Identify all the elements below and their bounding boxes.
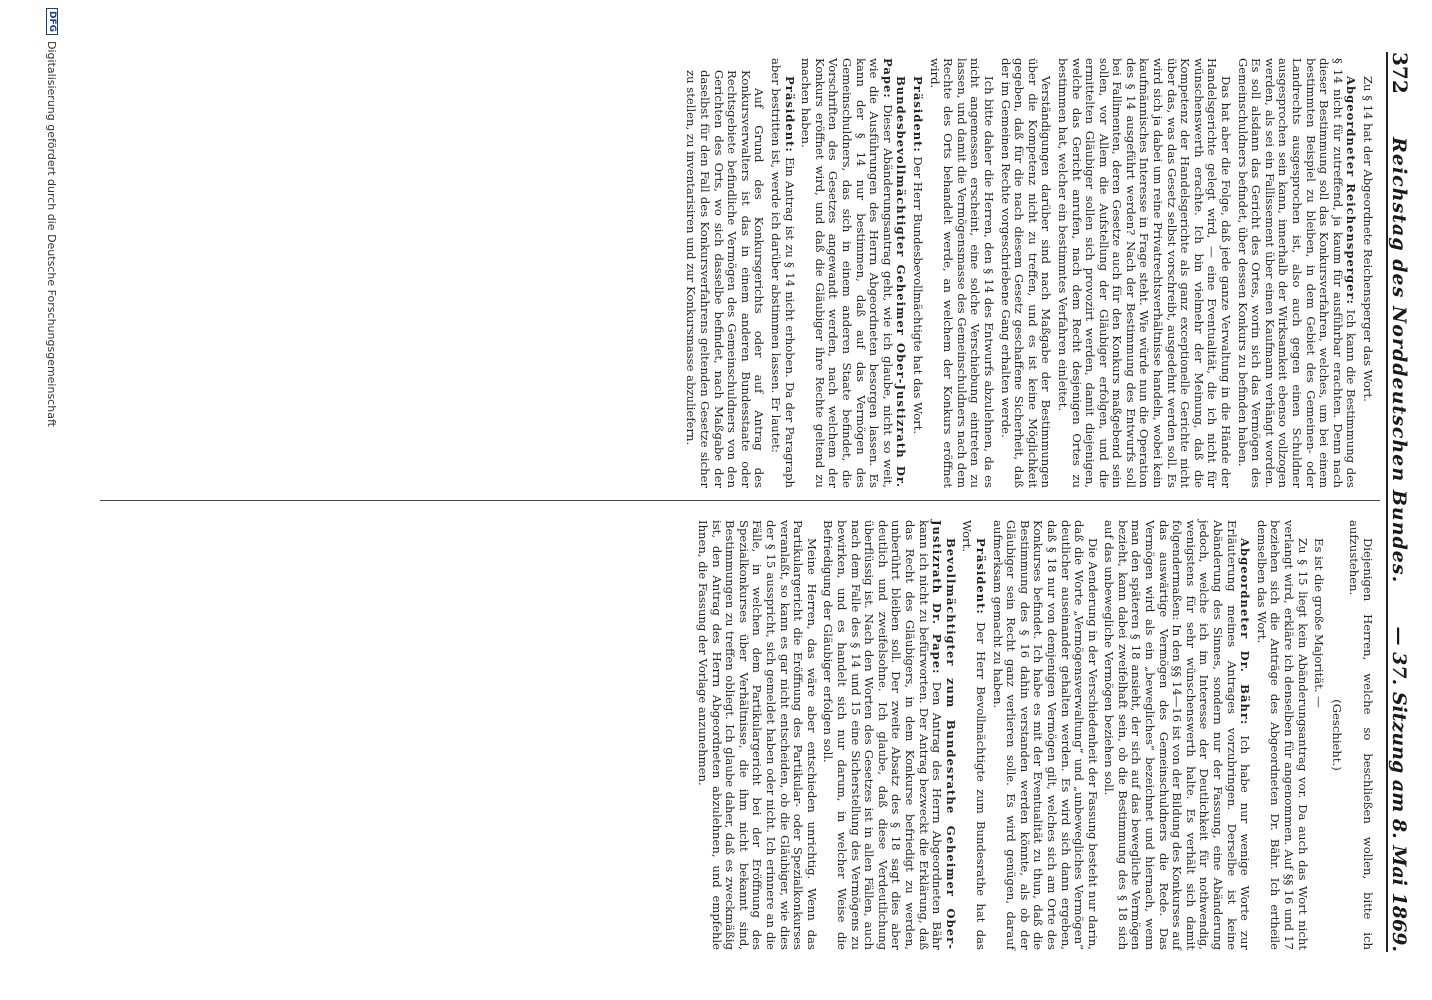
speaker-name: Präsident: bbox=[973, 538, 988, 615]
page-title: Reichstag des Norddeutschen Bundes. bbox=[1388, 137, 1410, 584]
paragraph-text: Ein Antrag ist zu § 14 nicht erhoben. Da der Paragraph aber bestritten ist, werde ich darüber abstimmen lassen. Er lautet: bbox=[769, 58, 797, 488]
paragraph-text: Der Herr Bundesbevollmächtigte hat das Wort. bbox=[911, 156, 925, 435]
paragraph-text: Auf Grund des Konkursgerichts oder auf Antrag des Konkursverwalters ist das in einem anderen Bundesstaate oder Rechtsgebiete befindliche Vermögen des Gemeinschuldners von den Gerichten des Orts, wo sich dasselbe befindet, nach Maßgabe der daselbst für den Fall des Konkursverfahrens geltenden Gesetze sicher zu stellen, zu inventarisiren und zur Konkursmasse abzuliefern. bbox=[684, 70, 767, 488]
paragraph bbox=[990, 520, 1099, 950]
footer-text: Digitalisierung gefördert durch die Deutsche Forschungsgemeinschaft bbox=[45, 41, 59, 427]
speaker-name: Präsident: bbox=[911, 76, 925, 153]
paragraph bbox=[1055, 58, 1232, 488]
paragraph bbox=[1347, 520, 1374, 950]
paragraph bbox=[927, 58, 995, 488]
paragraph-text: Die Aenderung in der Verschiedenheit der Fassung besteht nur darin, daß die Worte „Vermögensverwaltung“ und „unbewegliches Vermögen“ deutlicher auseinander gehalten werden. Es wird sich dann ergeben, daß § 18 nur von demjenigen Vermögen gilt, welches sich am Orte des Konkurses befindet. Ich habe es mit der Eventualität zu thun, daß die Bestimmung des § 16 dahin verstanden werden könnte, als ob der Gläubiger sein Recht ganz verlieren solle. Es wird genügen, darauf aufmerksam gemacht zu haben. bbox=[990, 520, 1100, 950]
paragraph bbox=[768, 58, 795, 488]
paragraph-text: Das hat aber die Folge, daß jede ganze Verwaltung in die Hände der Handelsgerichte gelegt wird, — eine Eventualität, die ich nicht für wünschenswerth erachte. Ich bin vielmehr der Meinung, daß die Kompetenz der Handelsgerichte als ganz exceptionelle Gerichte nicht über das, was das Gesetz selbst vorschreibt, ausgedehnt werden soll. Es wird sich ja dabei um reine Privatrechtsverhältnisse handeln, wobei kein kaufmännisches Interesse in Frage steht. Wie würde nun die Operation des § 14 ausgeführt werden? Nach der Bestimmung des Entwurfs soll bei Fallimenten, deren Gesetze auch für den Konkurs maßgebend sein sollen, vor Allem die Aufstellung der Gläubiger erfolgen, und die ermittelten Gläubiger sollen sich provozirt werden, damit diejenigen, welche das Gericht anrufen, nach dem Recht desjenigen Ortes zu bestimmen hat, welcher ein bestimmtes Verfahren einleitet. bbox=[1055, 58, 1234, 488]
paragraph bbox=[998, 58, 1052, 488]
paragraph bbox=[960, 520, 987, 950]
paragraph-text: (Geschieht.) bbox=[1329, 699, 1344, 771]
speaker-name: Abgeordneter Dr. Bähr: bbox=[1238, 538, 1253, 726]
paragraph bbox=[1360, 58, 1374, 488]
paragraph-text: Verständigungen darüber sind nach Maßgabe der Bestimmungen über die Kompetenz nicht zu treffen, und es ist keine Möglichkeit gegeben, daß für die nach diesem Gesetz geschaffene Sicherheit, daß der im Gemeinen Rechte vorgeschriebene Gang erhalten werde. bbox=[998, 58, 1054, 488]
paragraph-text: Den Antrag des Herrn Abgeordneten Bähr kann ich nicht zu befürworten. Der Antrag bezweckt die Erklärung, daß das Recht des Gläubigers, in dem Konkurse befriedigt zu werden, unberührt bleiben soll. Der zweite Absatz des § 18 sagt dies aber deutlich und zweifelsohne. Ich glaube, daß diese Verdeutlichung überflüssig ist. Nach den Worten des Gesetzes ist in allen Fällen, auch nach dem Falle des § 14 und 15 eine Sicherstellung des Vermögens zu bewirken, und es handelt sich nur darum, in welcher Weise die Befriedigung der Gläubiger erfolgen soll. bbox=[821, 520, 945, 950]
paragraph bbox=[684, 58, 766, 488]
speaker-name: Bundesbevollmächtigter Geheimer Ober-Justizrath Dr. Pape: bbox=[880, 58, 909, 488]
speaker-name: Präsident: bbox=[782, 76, 797, 153]
paragraph bbox=[910, 58, 924, 488]
paragraph bbox=[799, 58, 908, 488]
paragraph bbox=[1235, 58, 1357, 488]
speaker-name: Bevollmächtigter zum Bundesrathe Geheimer Ober-Justizrath Dr. Pape: bbox=[930, 520, 958, 950]
paragraph-text: Diejenigen Herren, welche so beschließen wollen, bitte ich aufzustehen. bbox=[1347, 520, 1375, 950]
paragraph-text: Der Herr Bevollmächtigte zum Bundesrathe hat das Wort. bbox=[960, 520, 988, 951]
paragraph-text: Ich bitte daher die Herren, den § 14 des Entwurfs abzulehnen, da es nicht angemessen erscheint, eine solche Verschiebung eintreten zu lassen, und damit die Vermögensmasse des Gemeinschuldners nach dem Rechte des Orts behandelt werde, an welchem der Konkurs eröffnet wird. bbox=[927, 58, 996, 488]
speaker-name: Abgeordneter Reichensperger: bbox=[1344, 76, 1359, 305]
paragraph bbox=[1102, 520, 1252, 950]
paragraph-text: Es ist die große Majorität. — bbox=[1312, 538, 1327, 708]
session-info: — 37. Sitzung am 8. Mai 1869. bbox=[1388, 626, 1410, 952]
paragraph bbox=[1329, 520, 1343, 950]
digitization-footer bbox=[44, 0, 60, 1000]
page-number: 372 bbox=[1388, 52, 1412, 94]
right-text-column bbox=[693, 520, 1375, 950]
paragraph-text: Meine Herren, das wäre aber entschieden unrichtig. Wenn das Partikulargericht die Eröffnung des Partikular- oder Spezialkonkurses veranlaßt, so kann es gar nicht entscheiden, ob die Gläubiger, wie dies der § 15 ausspricht, sich gemeldet haben oder nicht. Ich erinnere an die Fälle, in welchen dem Partikulargericht bei der Eröffnung des Spezialkonkurses über Verhältnisse, die ihm nicht bekannt sind, Bestimmungen zu treffen obliegt. Ich glaube daher, daß es zweckmäßig ist, den Antrag des Herrn Abgeordneten abzulehnen, und empfehle Ihnen, die Fassung der Vorlage anzunehmen. bbox=[696, 520, 819, 950]
paragraph-text: Ich habe nur wenige Worte zur Erläuterung meines Antrages vorzubringen. Derselbe ist keine Abänderung des Sinnes, sondern nur der Fassung, eine Abänderung jedoch, welche ich im Interesse der Deutlichkeit für nothwendig, wenigstens für sehr wünschenswerth halte. Es verhält sich damit folgendermaßen: In den §§ 14—16 ist von der Bildung des Konkurses auf das auswärtige Vermögen des Gemeinschuldners die Rede. Das Vermögen wird als ein „bewegliches“ bezeichnet und hiernach, wenn man den späteren § 18 ansieht, der sich auf das bewegliche Vermögen bezieht, kann dabei zweifelhaft sein, ob die Bestimmung des § 18 sich auf das unbewegliche Vermögen beziehen soll. bbox=[1102, 520, 1253, 951]
paragraph bbox=[1312, 520, 1326, 950]
scanned-page bbox=[42, 0, 1432, 1000]
column-divider bbox=[100, 500, 1380, 501]
left-text-column bbox=[681, 58, 1374, 488]
paragraph-text: Zu § 14 hat der Abgeordnete Reichensperger das Wort. bbox=[1361, 76, 1375, 402]
paragraph bbox=[1254, 520, 1308, 950]
page-header bbox=[1386, 52, 1422, 952]
paragraph-text: Dieser Abänderungsantrag geht, wie ich glaube, nicht so weit, wie die Ausführungen des Herrn Abgeordneten besorgen lassen. Es kann der § 14 nur bestimmen, daß auf das Vermögen des Gemeinschuldners, das sich in einem anderen Staate befindet, die Vorschriften des Gesetzes angewandt werden, nach welchem der Konkurs eröffnet wird, und daß die Gläubiger ihre Rechte geltend zu machen haben. bbox=[799, 58, 895, 488]
dfg-logo: DFG bbox=[46, 8, 58, 35]
paragraph bbox=[696, 520, 818, 950]
paragraph-text: Zu § 15 liegt kein Abänderungsantrag vor. Da auch das Wort nicht verlangt wird, erkläre ich denselben für angenommen. Auf §§ 16 und 17 beziehen sich die Anträge des Abgeordneten Dr. Bähr. Ich ertheile demselben das Wort. bbox=[1254, 520, 1310, 950]
paragraph-text: Ich kann die Bestimmung des § 14 nicht für zutreffend, ja kaum für ausführbar erachten. Denn nach dieser Bestimmung soll das Konkursverfahren, welches, um bei einem bestimmten Beispiel zu bleiben, in dem Gebiet des Gemeinen- oder Landrechts ausgesprochen ist, also auch gegen einen Schuldner ausgesprochen sein kann, innerhalb der Wirksamkeit ebenso vollzogen werden, als sei ein Fallissement über einen Kaufmann verhängt worden. Es soll alsdann das Gericht des Ortes, worin sich das Vermögen des Gemeinschuldners befindet, über dessen Konkurs zu befinden haben. bbox=[1235, 58, 1359, 489]
paragraph bbox=[821, 520, 957, 950]
